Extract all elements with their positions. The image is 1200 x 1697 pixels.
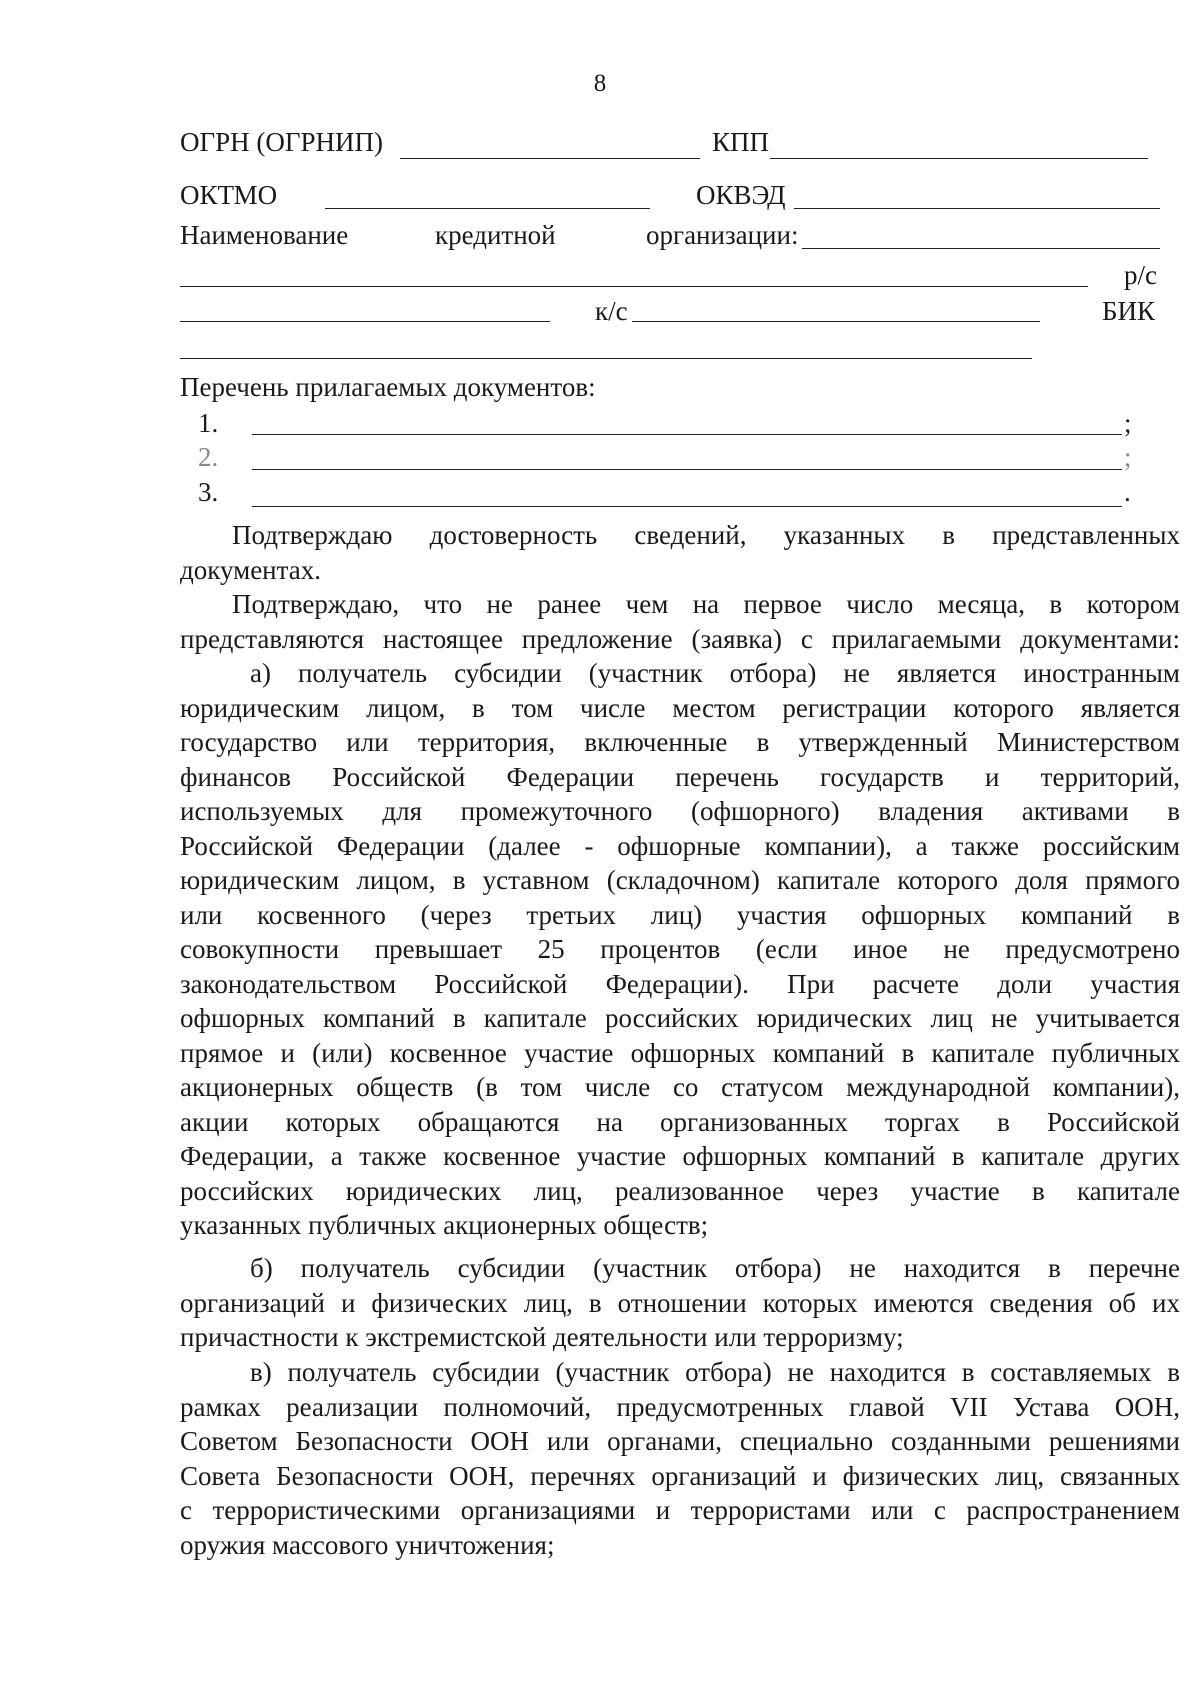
ogrn-field[interactable]	[400, 158, 700, 159]
text-line: Российской Федерации (далее - офшорные компании), а также российским	[180, 830, 1180, 861]
text-line: Подтверждаю, что не ранее чем на первое число месяца, в котором	[232, 589, 1180, 619]
text-line: б) получатель субсидии (участник отбора) не находится в перечне	[250, 1253, 1180, 1283]
kpp-label: КПП	[712, 127, 770, 157]
text-line: или косвенного (через третьих лиц) участия офшорных компаний в	[180, 899, 1180, 930]
bank-name-word-1: Наименование	[180, 220, 349, 250]
text-line: финансов Российской Федерации перечень государств и территорий,	[180, 761, 1180, 792]
text-line: документах.	[180, 554, 321, 585]
text-line: государство или территория, включенные в утвержденный Министерством	[180, 727, 1180, 757]
attachment-end-mark: .	[1124, 477, 1131, 507]
oktmo-field[interactable]	[325, 208, 650, 209]
attachment-number: 3.	[198, 477, 219, 507]
attachment-field[interactable]	[252, 434, 1122, 435]
oktmo-label: ОКТМО	[180, 180, 278, 210]
bik-field[interactable]	[180, 358, 1032, 359]
text-line: используемых для промежуточного (офшорного) владения активами в	[180, 796, 1180, 826]
attachment-end-mark: ;	[1124, 442, 1132, 472]
paragraph-b	[180, 1251, 1180, 1355]
okved-label: ОКВЭД	[696, 180, 786, 210]
text-line: Федерации, а также косвенное участие офшорных компаний в капитале других	[180, 1141, 1180, 1171]
text-line: законодательством Российской Федерации). При расчете доли участия	[180, 968, 1180, 999]
ogrn-label: ОГРН (ОГРНИП)	[180, 127, 383, 157]
text-line: указанных публичных акционерных обществ;	[180, 1210, 709, 1240]
attachment-number: 2.	[198, 442, 219, 472]
text-line: с террористическими организациями и террористами или с распространением	[180, 1495, 1180, 1525]
attachments-heading: Перечень прилагаемых документов:	[180, 372, 596, 402]
bank-name-word-3: организации:	[646, 220, 799, 250]
text-line: а) получатель субсидии (участник отбора) не является иностранным	[250, 658, 1180, 688]
text-line: юридическим лицом, в уставном (складочном) капитале которого доля прямого	[180, 865, 1180, 895]
paragraph-confirm-date	[180, 587, 1180, 656]
text-line: организаций и физических лиц, в отношении которых имеются сведения об их	[180, 1287, 1180, 1318]
text-line: Советом Безопасности ООН или органами, специально созданными решениями	[180, 1426, 1180, 1456]
text-line: юридическим лицом, в том числе местом регистрации которого является	[180, 692, 1180, 723]
text-line: Совета Безопасности ООН, перечнях организаций и физических лиц, связанных	[180, 1460, 1180, 1491]
okved-field[interactable]	[794, 208, 1160, 209]
bank-name-field[interactable]	[802, 248, 1160, 249]
text-line: прямое и (или) косвенное участие офшорных компаний в капитале публичных	[180, 1037, 1180, 1068]
text-line: акции которых обращаются на организованных торгах в Российской	[180, 1106, 1180, 1137]
attachment-field[interactable]	[252, 469, 1122, 470]
rs-field[interactable]	[180, 321, 550, 322]
kpp-field[interactable]	[770, 158, 1148, 159]
bank-name-field-continued[interactable]	[180, 286, 1088, 287]
paragraph-c	[180, 1355, 1180, 1562]
attachment-end-mark: ;	[1124, 408, 1132, 438]
text-line: совокупности превышает 25 процентов (если иное не предусмотрено	[180, 934, 1180, 964]
paragraph-a	[180, 656, 1180, 1243]
text-line: рамках реализации полномочий, предусмотренных главой VII Устава ООН,	[180, 1391, 1180, 1422]
text-line: в) получатель субсидии (участник отбора) не находится в составляемых в	[250, 1357, 1180, 1387]
text-line: причастности к экстремистской деятельности или терроризму;	[180, 1322, 904, 1352]
text-line: представляются настоящее предложение (заявка) с прилагаемыми документами:	[180, 623, 1180, 654]
rs-label: р/с	[1124, 260, 1157, 290]
attachment-field[interactable]	[252, 506, 1122, 507]
text-line: акционерных обществ (в том числе со статусом международной компании),	[180, 1072, 1180, 1102]
ks-label: к/с	[595, 296, 628, 326]
attachment-number: 1.	[198, 408, 219, 438]
text-line: оружия массового уничтожения;	[180, 1529, 555, 1560]
page-number: 8	[593, 70, 607, 97]
paragraph-confirm-reliability	[180, 518, 1180, 587]
text-line: российских юридических лиц, реализованное через участие в капитале	[180, 1175, 1180, 1206]
bik-label: БИК	[1102, 296, 1156, 326]
ks-field[interactable]	[632, 321, 1040, 322]
text-line: офшорных компаний в капитале российских юридических лиц не учитывается	[180, 1003, 1180, 1033]
text-line: Подтверждаю достоверность сведений, указанных в представленных	[232, 520, 1180, 550]
bank-name-word-2: кредитной	[435, 220, 556, 250]
